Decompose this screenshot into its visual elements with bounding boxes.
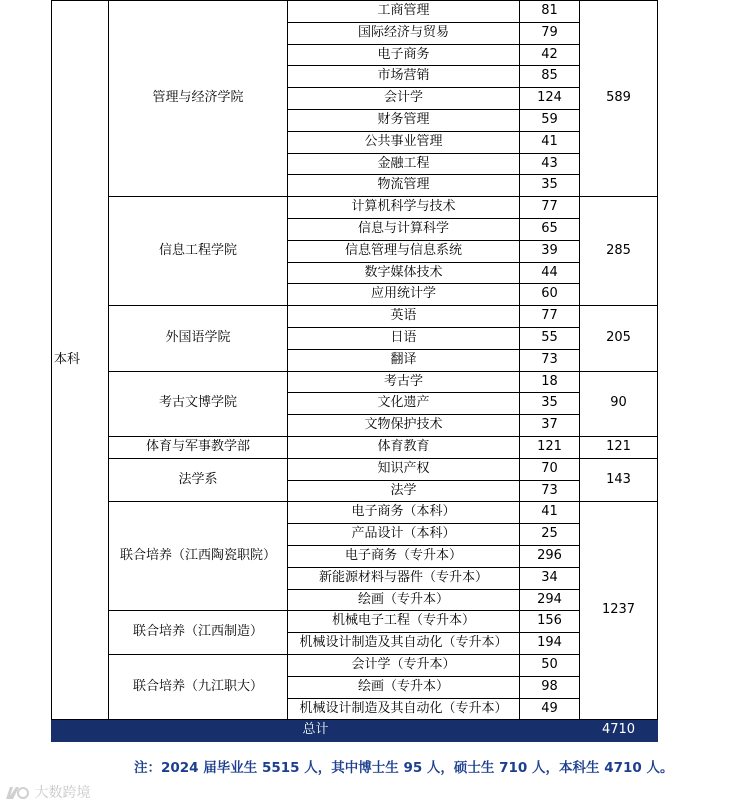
major-cell: 市场营销 (288, 66, 520, 88)
count-cell: 65 (520, 218, 580, 240)
college-cell: 联合培养（江西陶瓷职院） (109, 502, 288, 611)
major-cell: 机械设计制造及其自动化（专升本） (288, 633, 520, 655)
college-cell: 信息工程学院 (109, 197, 288, 306)
count-cell: 98 (520, 676, 580, 698)
college-cell: 体育与军事教学部 (109, 436, 288, 458)
major-cell: 体育教育 (288, 436, 520, 458)
major-cell: 数字媒体技术 (288, 262, 520, 284)
count-cell: 124 (520, 88, 580, 110)
count-cell: 25 (520, 524, 580, 546)
major-cell: 会计学 (288, 88, 520, 110)
major-cell: 知识产权 (288, 458, 520, 480)
table-row (52, 436, 658, 458)
college-cell: 外国语学院 (109, 306, 288, 371)
major-cell: 工商管理 (288, 1, 520, 23)
major-cell: 绘画（专升本） (288, 676, 520, 698)
count-cell: 77 (520, 197, 580, 219)
watermark-logo-icon (4, 785, 34, 801)
major-cell: 会计学（专升本） (288, 654, 520, 676)
table-row (52, 197, 658, 219)
major-cell: 国际经济与贸易 (288, 22, 520, 44)
subtotal-cell: 285 (580, 197, 658, 306)
table-row (52, 502, 658, 524)
count-cell: 49 (520, 698, 580, 720)
count-cell: 34 (520, 567, 580, 589)
table-row (52, 371, 658, 393)
table-row (52, 458, 658, 480)
count-cell: 37 (520, 415, 580, 437)
college-cell: 考古文博学院 (109, 371, 288, 436)
table-row (52, 611, 658, 633)
count-cell: 121 (520, 436, 580, 458)
watermark (4, 782, 90, 802)
table-row (52, 306, 658, 328)
count-cell: 81 (520, 1, 580, 23)
major-cell: 机械电子工程（专升本） (288, 611, 520, 633)
count-cell: 59 (520, 109, 580, 131)
major-cell: 文化遗产 (288, 393, 520, 415)
major-cell: 财务管理 (288, 109, 520, 131)
major-cell: 英语 (288, 306, 520, 328)
count-cell: 50 (520, 654, 580, 676)
major-cell: 翻译 (288, 349, 520, 371)
college-cell: 联合培养（江西制造） (109, 611, 288, 655)
table-row (52, 654, 658, 676)
major-cell: 应用统计学 (288, 284, 520, 306)
count-cell: 73 (520, 480, 580, 502)
count-cell: 41 (520, 502, 580, 524)
count-cell: 73 (520, 349, 580, 371)
count-cell: 85 (520, 66, 580, 88)
major-cell: 信息管理与信息系统 (288, 240, 520, 262)
major-cell: 机械设计制造及其自动化（专升本） (288, 698, 520, 720)
subtotal-cell: 90 (580, 371, 658, 436)
level-cell: 本科 (52, 1, 109, 720)
count-cell: 156 (520, 611, 580, 633)
major-cell: 产品设计（本科） (288, 524, 520, 546)
college-cell: 联合培养（九江职大） (109, 654, 288, 719)
count-cell: 194 (520, 633, 580, 655)
count-cell: 77 (520, 306, 580, 328)
major-cell: 金融工程 (288, 153, 520, 175)
subtotal-cell: 143 (580, 458, 658, 502)
count-cell: 18 (520, 371, 580, 393)
total-label: 总计 (52, 720, 580, 742)
count-cell: 294 (520, 589, 580, 611)
subtotal-cell: 1237 (580, 502, 658, 720)
count-cell: 39 (520, 240, 580, 262)
college-cell: 法学系 (109, 458, 288, 502)
major-cell: 物流管理 (288, 175, 520, 197)
footnote: 注：2024 届毕业生 5515 人，其中博士生 95 人，硕士生 710 人，本科生 4710 人。 (134, 760, 674, 776)
count-cell: 70 (520, 458, 580, 480)
count-cell: 60 (520, 284, 580, 306)
total-row (52, 720, 658, 742)
table-body (52, 1, 658, 742)
major-cell: 考古学 (288, 371, 520, 393)
major-cell: 新能源材料与器件（专升本） (288, 567, 520, 589)
count-cell: 55 (520, 327, 580, 349)
total-value: 4710 (580, 720, 658, 742)
count-cell: 35 (520, 175, 580, 197)
count-cell: 43 (520, 153, 580, 175)
count-cell: 42 (520, 44, 580, 66)
major-cell: 日语 (288, 327, 520, 349)
major-cell: 信息与计算科学 (288, 218, 520, 240)
watermark-text: 大数跨境 (34, 785, 91, 801)
count-cell: 296 (520, 545, 580, 567)
count-cell: 79 (520, 22, 580, 44)
college-cell: 管理与经济学院 (109, 1, 288, 197)
subtotal-cell: 121 (580, 436, 658, 458)
major-cell: 计算机科学与技术 (288, 197, 520, 219)
graduates-table (51, 0, 658, 742)
major-cell: 公共事业管理 (288, 131, 520, 153)
major-cell: 电子商务（专升本） (288, 545, 520, 567)
count-cell: 41 (520, 131, 580, 153)
major-cell: 电子商务（本科） (288, 502, 520, 524)
subtotal-cell: 589 (580, 1, 658, 197)
table-row (52, 1, 658, 23)
count-cell: 35 (520, 393, 580, 415)
major-cell: 文物保护技术 (288, 415, 520, 437)
count-cell: 44 (520, 262, 580, 284)
subtotal-cell: 205 (580, 306, 658, 371)
major-cell: 电子商务 (288, 44, 520, 66)
major-cell: 绘画（专升本） (288, 589, 520, 611)
major-cell: 法学 (288, 480, 520, 502)
